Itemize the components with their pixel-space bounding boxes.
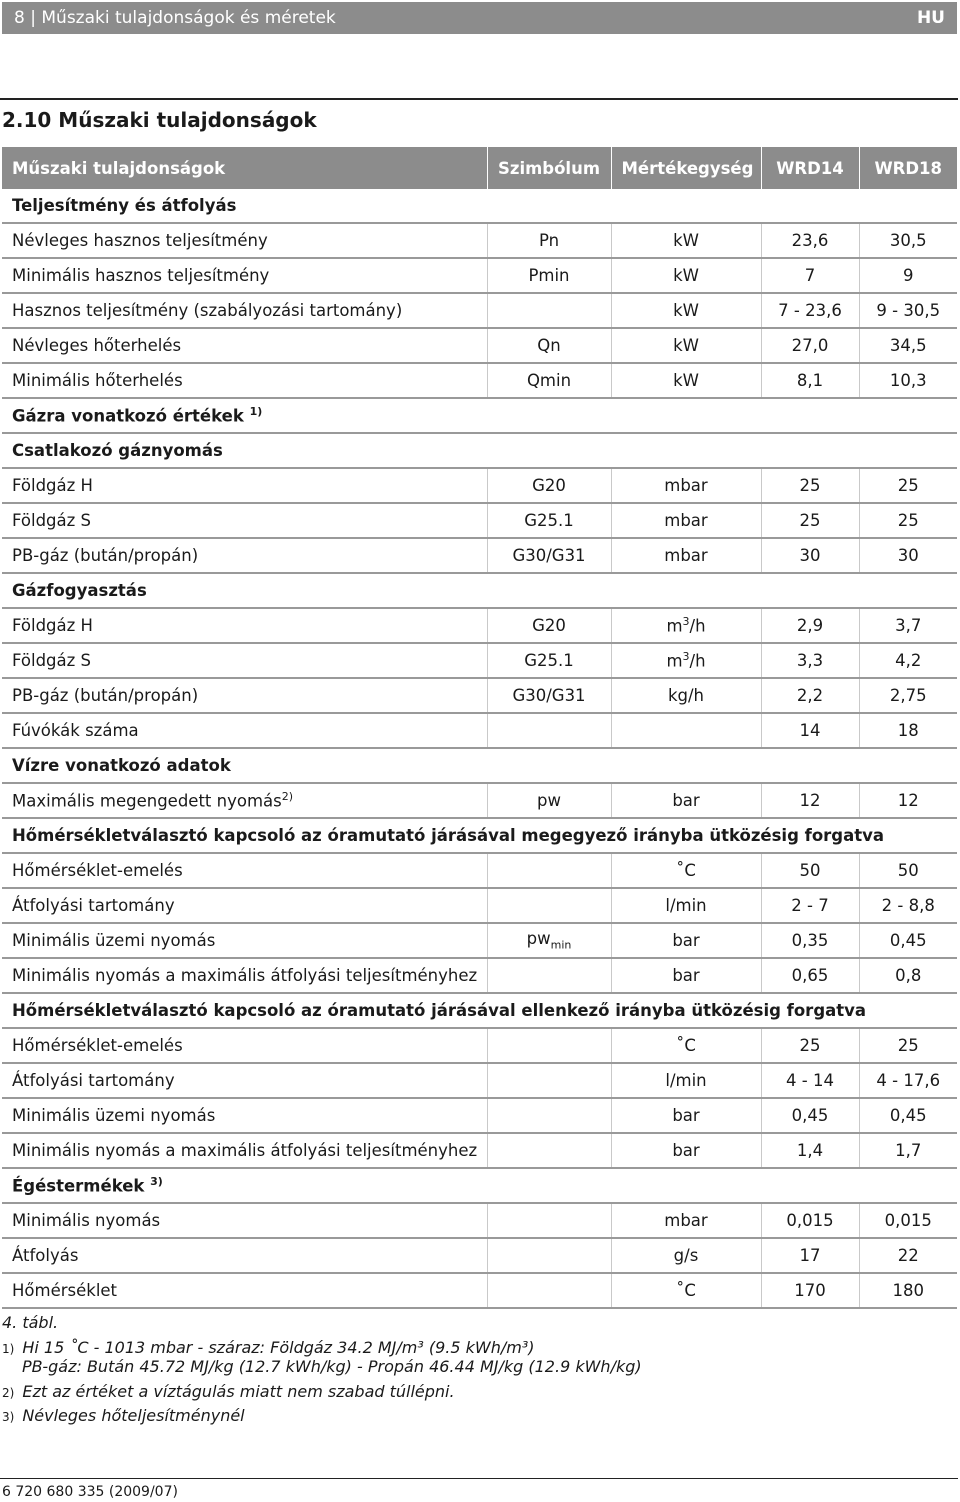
wrd14-value: 0,65 — [761, 958, 859, 993]
symbol-value: G20 — [532, 476, 566, 495]
property-cell — [2, 363, 487, 398]
wrd18-value: 0,45 — [859, 923, 957, 958]
table-row — [2, 1028, 957, 1063]
symbol-cell — [487, 503, 611, 538]
symbol-cell — [487, 958, 611, 993]
unit-value: m — [666, 651, 683, 671]
footnote-number: 1) — [2, 1342, 15, 1356]
property-label: Földgáz S — [12, 511, 92, 530]
document-number: 6 720 680 335 (2009/07) — [2, 1484, 178, 1500]
table-row — [2, 363, 957, 398]
wrd14-value: 14 — [761, 713, 859, 748]
symbol-cell — [487, 853, 611, 888]
property-cell — [2, 888, 487, 923]
wrd14-value: 0,45 — [761, 1098, 859, 1133]
wrd18-value: 10,3 — [859, 363, 957, 398]
footnote-2 — [2, 1382, 455, 1401]
symbol-value: G25.1 — [524, 511, 574, 530]
wrd18-value: 4,2 — [859, 643, 957, 678]
wrd18-value: 30 — [859, 538, 957, 573]
header-separator: | — [30, 8, 36, 28]
page-number: 8 — [14, 8, 25, 28]
section-row — [2, 433, 957, 468]
table-header-row — [2, 147, 957, 189]
property-cell — [2, 713, 487, 748]
symbol-cell — [487, 293, 611, 328]
unit-cell — [611, 258, 761, 293]
property-label: Minimális üzemi nyomás — [12, 931, 216, 950]
section-title: 2.10 Műszaki tulajdonságok — [2, 108, 317, 132]
table-row — [2, 713, 957, 748]
wrd14-value: 17 — [761, 1238, 859, 1273]
wrd18-value: 0,8 — [859, 958, 957, 993]
unit-value: kW — [673, 301, 699, 320]
wrd18-value: 180 — [859, 1273, 957, 1308]
unit-cell — [611, 1133, 761, 1168]
table-row — [2, 1133, 957, 1168]
property-label: Átfolyási tartomány — [12, 896, 175, 915]
property-cell — [2, 643, 487, 678]
unit-cell — [611, 1028, 761, 1063]
property-label: Hőmérséklet — [12, 1281, 118, 1300]
table-row — [2, 538, 957, 573]
wrd18-value: 2,75 — [859, 678, 957, 713]
unit-tail: /h — [689, 616, 706, 636]
table-row — [2, 853, 957, 888]
property-cell — [2, 1273, 487, 1308]
property-label: Névleges hasznos teljesítmény — [12, 231, 268, 250]
footnote-1 — [2, 1338, 642, 1376]
footnote-text: Hi 15 ˚C - 1013 mbar - száraz: Földgáz 34.2 MJ/m³ (9.5 kWh/m³) — [22, 1338, 535, 1357]
unit-cell — [611, 1238, 761, 1273]
wrd14-value: 170 — [761, 1273, 859, 1308]
wrd18-value: 9 — [859, 258, 957, 293]
unit-value: kW — [673, 371, 699, 390]
symbol-value: Qn — [537, 336, 561, 355]
property-label: Hőmérséklet-emelés — [12, 861, 183, 880]
unit-cell — [611, 608, 761, 643]
property-label: Minimális nyomás a maximális átfolyási teljesítményhez — [12, 966, 478, 985]
property-label: PB-gáz (bután/propán) — [12, 686, 199, 705]
symbol-value: Qmin — [526, 371, 572, 390]
unit-superscript: 3 — [682, 650, 690, 664]
column-header: Mértékegység — [611, 147, 761, 189]
table-row — [2, 1238, 957, 1273]
property-cell — [2, 293, 487, 328]
table-row — [2, 958, 957, 993]
property-label: Átfolyás — [12, 1246, 79, 1265]
property-label: Átfolyási tartomány — [12, 1071, 175, 1090]
footnote-ref: 2) — [281, 790, 294, 804]
unit-value: ˚C — [676, 1281, 696, 1300]
footnote-text-line2: PB-gáz: Bután 45.72 MJ/kg (12.7 kWh/kg) - Propán 46.44 MJ/kg (12.9 kWh/kg) — [22, 1357, 642, 1376]
property-cell — [2, 958, 487, 993]
footnote-number: 3) — [2, 1410, 15, 1424]
property-label: Minimális hőterhelés — [12, 371, 183, 390]
symbol-cell — [487, 1273, 611, 1308]
section-row — [2, 818, 957, 853]
symbol-cell — [487, 468, 611, 503]
unit-superscript: 3 — [682, 615, 690, 629]
wrd14-value: 8,1 — [761, 363, 859, 398]
footnote-number: 2) — [2, 1386, 15, 1400]
unit-cell — [611, 1063, 761, 1098]
table-row — [2, 1098, 957, 1133]
wrd14-value: 4 - 14 — [761, 1063, 859, 1098]
section-label — [2, 818, 957, 853]
unit-cell — [611, 853, 761, 888]
wrd14-value: 3,3 — [761, 643, 859, 678]
wrd18-value: 50 — [859, 853, 957, 888]
unit-value: bar — [672, 931, 700, 950]
property-cell — [2, 1238, 487, 1273]
table-row — [2, 293, 957, 328]
symbol-cell — [487, 328, 611, 363]
unit-cell — [611, 888, 761, 923]
wrd18-value: 1,7 — [859, 1133, 957, 1168]
property-cell — [2, 538, 487, 573]
table-row — [2, 328, 957, 363]
section-row — [2, 573, 957, 608]
property-cell — [2, 1098, 487, 1133]
unit-cell — [611, 1098, 761, 1133]
table-row — [2, 1203, 957, 1238]
section-label-text: Gázfogyasztás — [12, 581, 147, 600]
section-label — [2, 993, 957, 1028]
unit-cell — [611, 538, 761, 573]
wrd14-value: 2,2 — [761, 678, 859, 713]
table-row — [2, 608, 957, 643]
section-row — [2, 748, 957, 783]
wrd14-value: 2 - 7 — [761, 888, 859, 923]
wrd14-value: 25 — [761, 1028, 859, 1063]
property-cell — [2, 608, 487, 643]
symbol-cell — [487, 608, 611, 643]
symbol-cell — [487, 678, 611, 713]
property-label: PB-gáz (bután/propán) — [12, 546, 199, 565]
property-label: Földgáz H — [12, 476, 93, 495]
unit-value: mbar — [664, 1211, 708, 1230]
symbol-value: G25.1 — [524, 651, 574, 670]
wrd18-value: 25 — [859, 468, 957, 503]
symbol-cell — [487, 363, 611, 398]
unit-cell — [611, 328, 761, 363]
symbol-value: Pmin — [528, 266, 570, 285]
symbol-cell — [487, 643, 611, 678]
symbol-cell — [487, 1133, 611, 1168]
property-label: Maximális megengedett nyomás — [12, 791, 282, 811]
wrd18-value: 25 — [859, 503, 957, 538]
unit-value: bar — [672, 1106, 700, 1125]
property-cell — [2, 1028, 487, 1063]
unit-value: l/min — [665, 896, 707, 915]
unit-cell — [611, 783, 761, 818]
wrd18-value: 22 — [859, 1238, 957, 1273]
section-label-text: Gázra vonatkozó értékek — [12, 406, 244, 426]
table-row — [2, 503, 957, 538]
unit-cell — [611, 678, 761, 713]
section-label-text: Vízre vonatkozó adatok — [12, 756, 231, 775]
symbol-cell — [487, 888, 611, 923]
section-label-text: Hőmérsékletválasztó kapcsoló az óramutató járásával ellenkező irányba ütközésig forgatva — [12, 1001, 867, 1020]
symbol-cell — [487, 713, 611, 748]
footnote-text: Ezt az értéket a víztágulás miatt nem szabad túllépni. — [22, 1382, 455, 1401]
wrd14-value: 7 — [761, 258, 859, 293]
wrd18-value: 4 - 17,6 — [859, 1063, 957, 1098]
table-row — [2, 223, 957, 258]
language-code: HU — [916, 8, 945, 28]
unit-value: kW — [673, 231, 699, 250]
unit-cell — [611, 468, 761, 503]
unit-value: mbar — [664, 511, 708, 530]
wrd18-value: 34,5 — [859, 328, 957, 363]
section-label-text: Csatlakozó gáznyomás — [12, 441, 223, 460]
table-body — [2, 189, 957, 1308]
symbol-value: pw — [526, 929, 551, 949]
wrd18-value: 3,7 — [859, 608, 957, 643]
section-label — [2, 573, 957, 608]
page-header — [2, 2, 957, 34]
property-cell — [2, 223, 487, 258]
symbol-value: G20 — [532, 616, 566, 635]
unit-cell — [611, 293, 761, 328]
table-caption: 4. tábl. — [2, 1313, 59, 1332]
property-label: Fúvókák száma — [12, 721, 139, 740]
section-row — [2, 189, 957, 223]
symbol-subscript: min — [550, 938, 572, 952]
unit-cell — [611, 363, 761, 398]
wrd18-value: 18 — [859, 713, 957, 748]
unit-cell — [611, 713, 761, 748]
section-label — [2, 1168, 957, 1203]
wrd14-value: 12 — [761, 783, 859, 818]
footnote-ref: 3) — [150, 1175, 163, 1189]
header-title: Műszaki tulajdonságok és méretek — [41, 8, 336, 28]
unit-value: bar — [672, 1141, 700, 1160]
symbol-cell — [487, 1098, 611, 1133]
property-cell — [2, 503, 487, 538]
property-label: Minimális nyomás a maximális átfolyási teljesítményhez — [12, 1141, 478, 1160]
unit-value: ˚C — [676, 1036, 696, 1055]
property-label: Minimális nyomás — [12, 1211, 161, 1230]
section-label-text: Teljesítmény és átfolyás — [12, 196, 237, 215]
wrd14-value: 25 — [761, 468, 859, 503]
section-row — [2, 993, 957, 1028]
unit-cell — [611, 923, 761, 958]
symbol-value: G30/G31 — [512, 686, 586, 705]
spec-table — [2, 147, 957, 1309]
unit-value: m — [666, 616, 683, 636]
unit-value: l/min — [665, 1071, 707, 1090]
footnote-ref: 1) — [249, 405, 263, 419]
table-row — [2, 468, 957, 503]
symbol-cell — [487, 1203, 611, 1238]
section-label-text: Égéstermékek — [12, 1176, 145, 1196]
symbol-cell — [487, 1238, 611, 1273]
property-label: Földgáz S — [12, 651, 92, 670]
wrd14-value: 1,4 — [761, 1133, 859, 1168]
property-cell — [2, 1203, 487, 1238]
symbol-cell — [487, 923, 611, 958]
unit-cell — [611, 503, 761, 538]
wrd14-value: 25 — [761, 503, 859, 538]
column-header: WRD14 — [761, 147, 859, 189]
table-row — [2, 923, 957, 958]
section-label — [2, 398, 957, 433]
unit-value: kW — [673, 266, 699, 285]
property-label: Minimális üzemi nyomás — [12, 1106, 216, 1125]
symbol-cell — [487, 258, 611, 293]
table-row — [2, 258, 957, 293]
wrd18-value: 0,45 — [859, 1098, 957, 1133]
property-label: Földgáz H — [12, 616, 93, 635]
wrd14-value: 23,6 — [761, 223, 859, 258]
property-label: Minimális hasznos teljesítmény — [12, 266, 270, 285]
unit-cell — [611, 223, 761, 258]
property-cell — [2, 678, 487, 713]
unit-value: kg/h — [667, 686, 705, 705]
section-row — [2, 1168, 957, 1203]
property-cell — [2, 1133, 487, 1168]
table-row — [2, 643, 957, 678]
property-cell — [2, 258, 487, 293]
symbol-cell — [487, 1028, 611, 1063]
symbol-cell — [487, 538, 611, 573]
property-label: Hasznos teljesítmény (szabályozási tartomány) — [12, 301, 403, 320]
symbol-cell — [487, 783, 611, 818]
unit-cell — [611, 643, 761, 678]
footnote-3 — [2, 1406, 245, 1425]
section-row — [2, 398, 957, 433]
property-cell — [2, 468, 487, 503]
property-cell — [2, 923, 487, 958]
property-label: Névleges hőterhelés — [12, 336, 182, 355]
wrd14-value: 27,0 — [761, 328, 859, 363]
wrd18-value: 2 - 8,8 — [859, 888, 957, 923]
section-label — [2, 748, 957, 783]
property-cell — [2, 328, 487, 363]
table-row — [2, 1273, 957, 1308]
unit-value: bar — [672, 966, 700, 985]
section-rule — [0, 98, 958, 100]
table-row — [2, 783, 957, 818]
wrd14-value: 0,015 — [761, 1203, 859, 1238]
wrd14-value: 2,9 — [761, 608, 859, 643]
wrd18-value: 25 — [859, 1028, 957, 1063]
property-cell — [2, 853, 487, 888]
property-label: Hőmérséklet-emelés — [12, 1036, 183, 1055]
symbol-value: pw — [537, 791, 561, 810]
wrd18-value: 0,015 — [859, 1203, 957, 1238]
column-header: WRD18 — [859, 147, 957, 189]
column-header: Műszaki tulajdonságok — [2, 147, 487, 189]
unit-value: bar — [672, 791, 700, 810]
column-header: Szimbólum — [487, 147, 611, 189]
wrd14-value: 50 — [761, 853, 859, 888]
unit-tail: /h — [689, 651, 706, 671]
table-row — [2, 1063, 957, 1098]
unit-value: kW — [673, 336, 699, 355]
section-label-text: Hőmérsékletválasztó kapcsoló az óramutató járásával megegyező irányba ütközésig forgatva — [12, 826, 885, 845]
wrd18-value: 9 - 30,5 — [859, 293, 957, 328]
property-cell — [2, 1063, 487, 1098]
wrd14-value: 7 - 23,6 — [761, 293, 859, 328]
property-cell — [2, 783, 487, 818]
header-left — [14, 8, 336, 28]
footer-rule — [0, 1478, 958, 1479]
unit-value: ˚C — [676, 861, 696, 880]
table-row — [2, 888, 957, 923]
unit-value: mbar — [664, 546, 708, 565]
wrd14-value: 30 — [761, 538, 859, 573]
table-row — [2, 678, 957, 713]
unit-value: g/s — [673, 1246, 699, 1265]
wrd18-value: 12 — [859, 783, 957, 818]
unit-cell — [611, 1273, 761, 1308]
unit-cell — [611, 1203, 761, 1238]
unit-cell — [611, 958, 761, 993]
symbol-value: G30/G31 — [512, 546, 586, 565]
unit-value: mbar — [664, 476, 708, 495]
footnote-text: Névleges hőteljesítménynél — [22, 1406, 245, 1425]
section-label — [2, 189, 957, 223]
symbol-cell — [487, 1063, 611, 1098]
wrd18-value: 30,5 — [859, 223, 957, 258]
section-label — [2, 433, 957, 468]
wrd14-value: 0,35 — [761, 923, 859, 958]
symbol-value: Pn — [538, 231, 560, 250]
symbol-cell — [487, 223, 611, 258]
